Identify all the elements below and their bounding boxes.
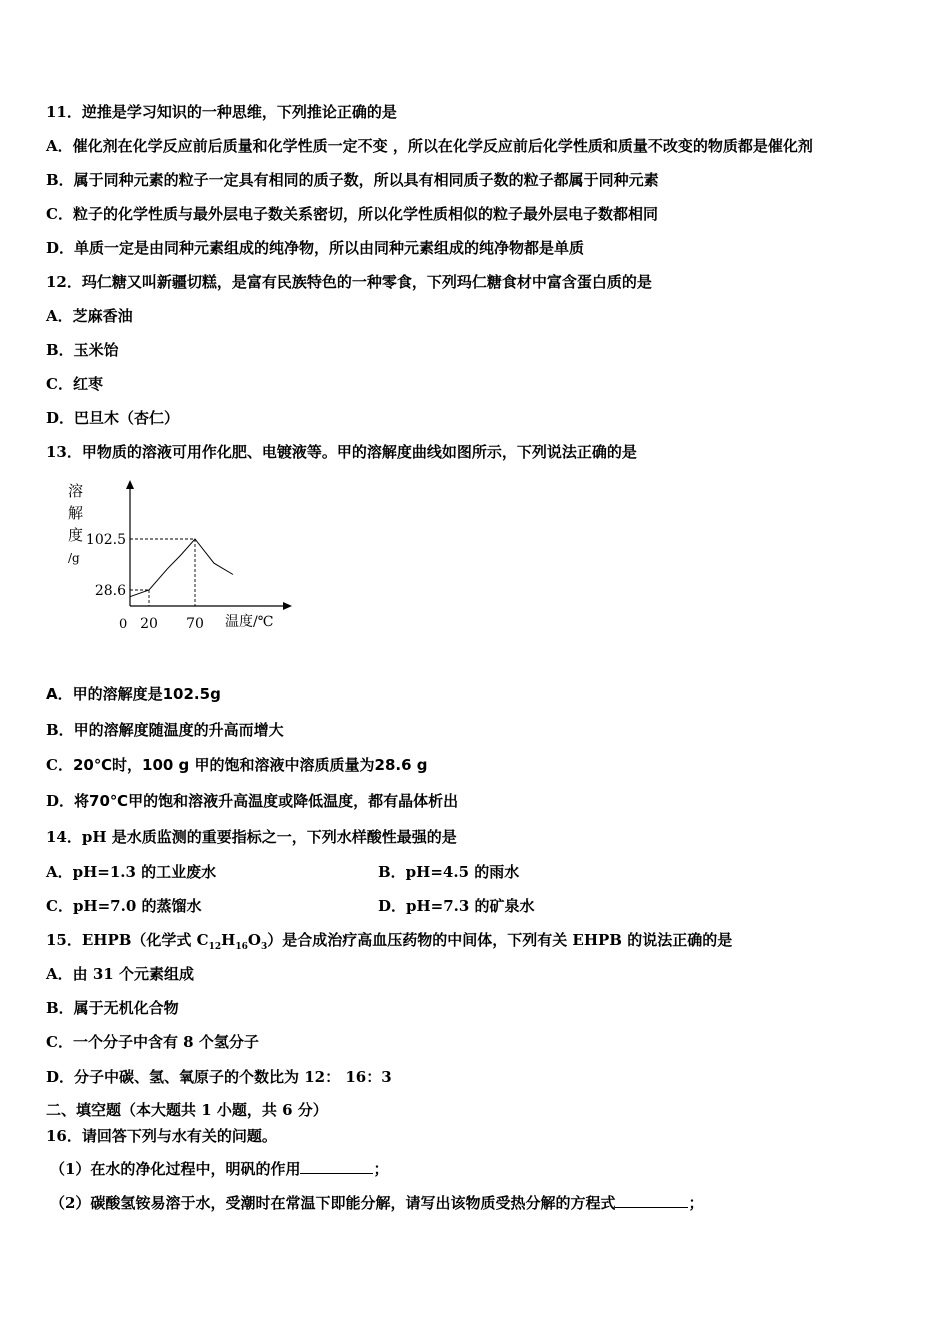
y-label-char: 解	[68, 504, 84, 522]
y-label-char: 溶	[68, 482, 84, 500]
q16-part1: （1）在水的净化过程中，明矾的作用 ；	[50, 1160, 389, 1178]
q11-option-a: A．催化剂在化学反应前后质量和化学性质一定不变 ，所以在化学反应前后化学性质和质量不改变的物质都是催化剂	[46, 137, 813, 155]
q15-stem: 15．EHPB（化学式 $C_{12}H_{16}O_3$）是合成治疗高血压药物的中间体，下列有关 EHPB 的说法正确的是	[46, 931, 733, 952]
y-tick-label: 102.5	[85, 532, 126, 548]
q12-option-d: D．巴旦木（杏仁）	[46, 409, 180, 427]
section-heading: 二、填空题（本大题共 1 小题，共 6 分）	[46, 1101, 328, 1119]
q15-option-a: A．由 31 个元素组成	[46, 965, 194, 983]
q11-stem: 11．逆推是学习知识的一种思维，下列推论正确的是	[46, 103, 397, 121]
q13-stem: 13．甲物质的溶液可用作化肥、电镀液等。甲的溶解度曲线如图所示，下列说法正确的是	[46, 443, 637, 461]
q12-stem: 12．玛仁糖又叫新疆切糕，是富有民族特色的一种零食，下列玛仁糖食材中富含蛋白质的是	[46, 273, 652, 291]
q12-option-c: C．红枣	[46, 375, 103, 393]
q13-option-c: C．20℃时，100 g 甲的饱和溶液中溶质质量为28.6 g	[46, 756, 428, 774]
x-axis-arrow	[283, 602, 292, 610]
x-tick-label: 70	[186, 616, 204, 632]
y-tick-label: 28.6	[94, 583, 126, 599]
answer-blank-2[interactable]	[615, 1193, 688, 1208]
q11-option-c: C．粒子的化学性质与最外层电子数关系密切，所以化学性质相似的粒子最外层电子数都相同	[46, 205, 658, 223]
q16-stem: 16．请回答下列与水有关的问题。	[46, 1127, 277, 1145]
q15-option-c: C．一个分子中含有 8 个氢分子	[46, 1033, 259, 1051]
y-label-char: 度	[68, 526, 84, 544]
x-axis-label: 温度/℃	[225, 614, 274, 630]
x-tick-label: 20	[140, 616, 158, 632]
q15-option-b: B．属于无机化合物	[46, 999, 179, 1017]
q16-part2: （2）碳酸氢铵易溶于水，受潮时在常温下即能分解，请写出该物质受热分解的方程式 ；	[50, 1194, 704, 1212]
solubility-chart	[60, 476, 300, 636]
y-label-char: /g	[68, 551, 80, 565]
y-axis-arrow	[126, 480, 134, 489]
origin-label: 0	[119, 617, 128, 632]
solubility-curve	[130, 539, 233, 597]
q12-option-a: A．芝麻香油	[46, 307, 133, 325]
q11-option-b: B．属于同种元素的粒子一定具有相同的质子数，所以具有相同质子数的粒子都属于同种元素	[46, 171, 659, 189]
q14-option-b: B．pH=4.5 的雨水	[378, 863, 520, 881]
q11-option-d: D．单质一定是由同种元素组成的纯净物，所以由同种元素组成的纯净物都是单质	[46, 239, 585, 257]
y-axis-label	[68, 482, 83, 565]
q13-option-b: B．甲的溶解度随温度的升高而增大	[46, 721, 284, 739]
q13-option-d: D．将70℃甲的饱和溶液升高温度或降低温度，都有晶体析出	[46, 792, 459, 810]
q15-option-d: D．分子中碳、氢、氧原子的个数比为 12： 16：3	[46, 1068, 392, 1086]
q14-option-c: C．pH=7.0 的蒸馏水	[46, 897, 202, 915]
answer-blank-1[interactable]	[300, 1159, 373, 1174]
q14-option-d: D．pH=7.3 的矿泉水	[378, 897, 535, 915]
q14-option-a: A．pH=1.3 的工业废水	[46, 863, 217, 881]
q13-option-a: A．甲的溶解度是102.5g	[46, 685, 221, 703]
q14-stem: 14．pH 是水质监测的重要指标之一，下列水样酸性最强的是	[46, 828, 457, 846]
q12-option-b: B．玉米饴	[46, 341, 119, 359]
